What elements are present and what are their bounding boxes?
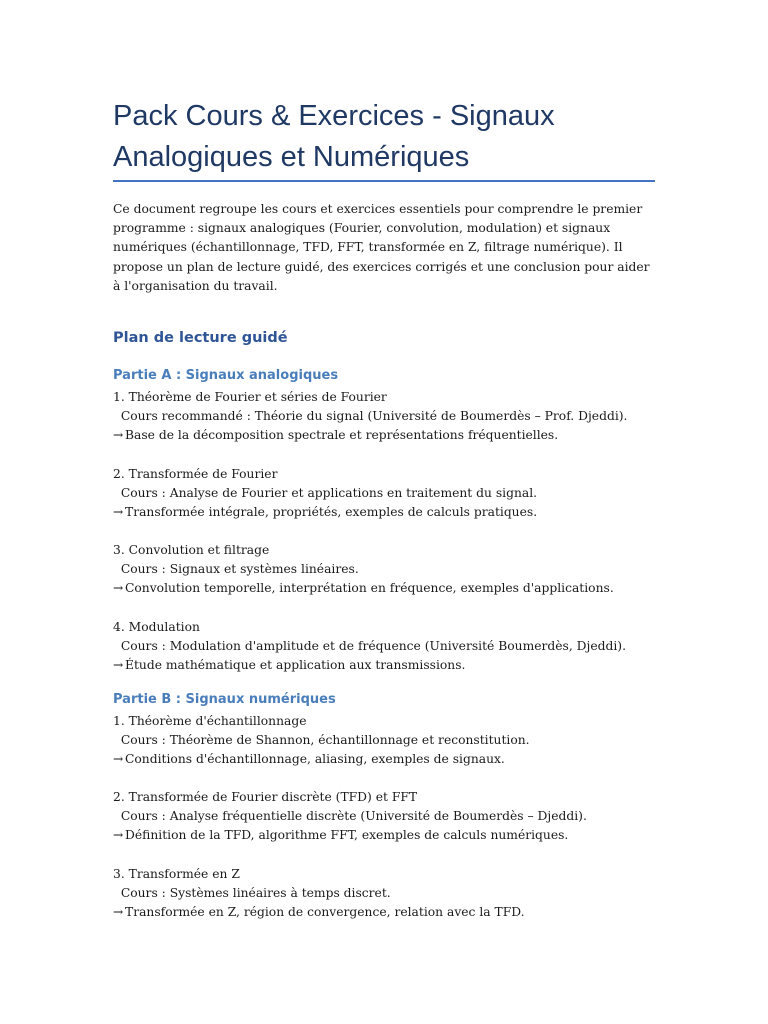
item-title: 2. Transformée de Fourier <box>113 467 278 481</box>
item-title: 3. Transformée en Z <box>113 867 240 881</box>
arrow-icon: → <box>113 828 124 843</box>
item-course: Cours : Modulation d'amplitude et de fréquence (Université Boumerdès, Djeddi). <box>120 639 626 654</box>
intro-paragraph: Ce document regroupe les cours et exercices essentiels pour comprendre le premier programme : signaux analogiques (Fourier, convolution, modulation) et signaux numériques (échantillonnage, TFD, FFT, transformée en Z, filtrage numérique). Il propose un plan de lecture guidé, des exercices corrigés et une conclusion pour aider à l'organisation du travail. <box>113 202 650 293</box>
item-description: → Base de la décomposition spectrale et représentations fréquentielles. <box>113 426 658 445</box>
arrow-icon: → <box>113 752 124 767</box>
item-description: → Définition de la TFD, algorithme FFT, exemples de calculs numériques. <box>113 826 658 845</box>
title-underline <box>113 180 655 182</box>
item-title: 3. Convolution et filtrage <box>113 543 270 557</box>
arrow-icon: → <box>113 505 124 520</box>
arrow-icon: → <box>113 905 124 920</box>
item-course: Cours : Analyse fréquentielle discrète (Université de Boumerdès – Djeddi). <box>120 809 587 824</box>
item-description: → Conditions d'échantillonnage, aliasing, exemples de signaux. <box>113 750 658 769</box>
item-title: 2. Transformée de Fourier discrète (TFD) et FFT <box>113 790 418 804</box>
item-description: → Étude mathématique et application aux transmissions. <box>113 656 658 675</box>
item-description: → Transformée intégrale, propriétés, exemples de calculs pratiques. <box>113 503 658 522</box>
list-item <box>113 788 658 846</box>
part-a-heading: Partie A : Signaux analogiques <box>113 368 339 383</box>
part-b-heading: Partie B : Signaux numériques <box>113 692 336 707</box>
item-course: Cours : Analyse de Fourier et applications en traitement du signal. <box>120 486 538 501</box>
item-course: Cours : Systèmes linéaires à temps discret. <box>120 886 391 901</box>
arrow-icon: → <box>113 658 124 673</box>
list-item <box>113 865 658 923</box>
item-course: Cours recommandé : Théorie du signal (Université de Boumerdès – Prof. Djeddi). <box>120 409 628 424</box>
item-title: 4. Modulation <box>113 620 200 634</box>
item-course: Cours : Signaux et systèmes linéaires. <box>120 562 359 577</box>
list-item <box>113 388 658 446</box>
arrow-icon: → <box>113 428 124 443</box>
list-item <box>113 618 658 676</box>
item-title: 1. Théorème de Fourier et séries de Fourier <box>113 390 387 404</box>
item-course: Cours : Théorème de Shannon, échantillonnage et reconstitution. <box>120 733 530 748</box>
list-item <box>113 712 658 770</box>
plan-heading: Plan de lecture guidé <box>113 330 288 346</box>
document-title: Pack Cours & Exercices - Signaux Analogiques et Numériques <box>113 100 555 173</box>
arrow-icon: → <box>113 581 124 596</box>
item-description: → Transformée en Z, région de convergence, relation avec la TFD. <box>113 903 658 922</box>
list-item <box>113 541 658 599</box>
list-item <box>113 465 658 523</box>
item-title: 1. Théorème d'échantillonnage <box>113 714 307 728</box>
item-description: → Convolution temporelle, interprétation en fréquence, exemples d'applications. <box>113 579 658 598</box>
